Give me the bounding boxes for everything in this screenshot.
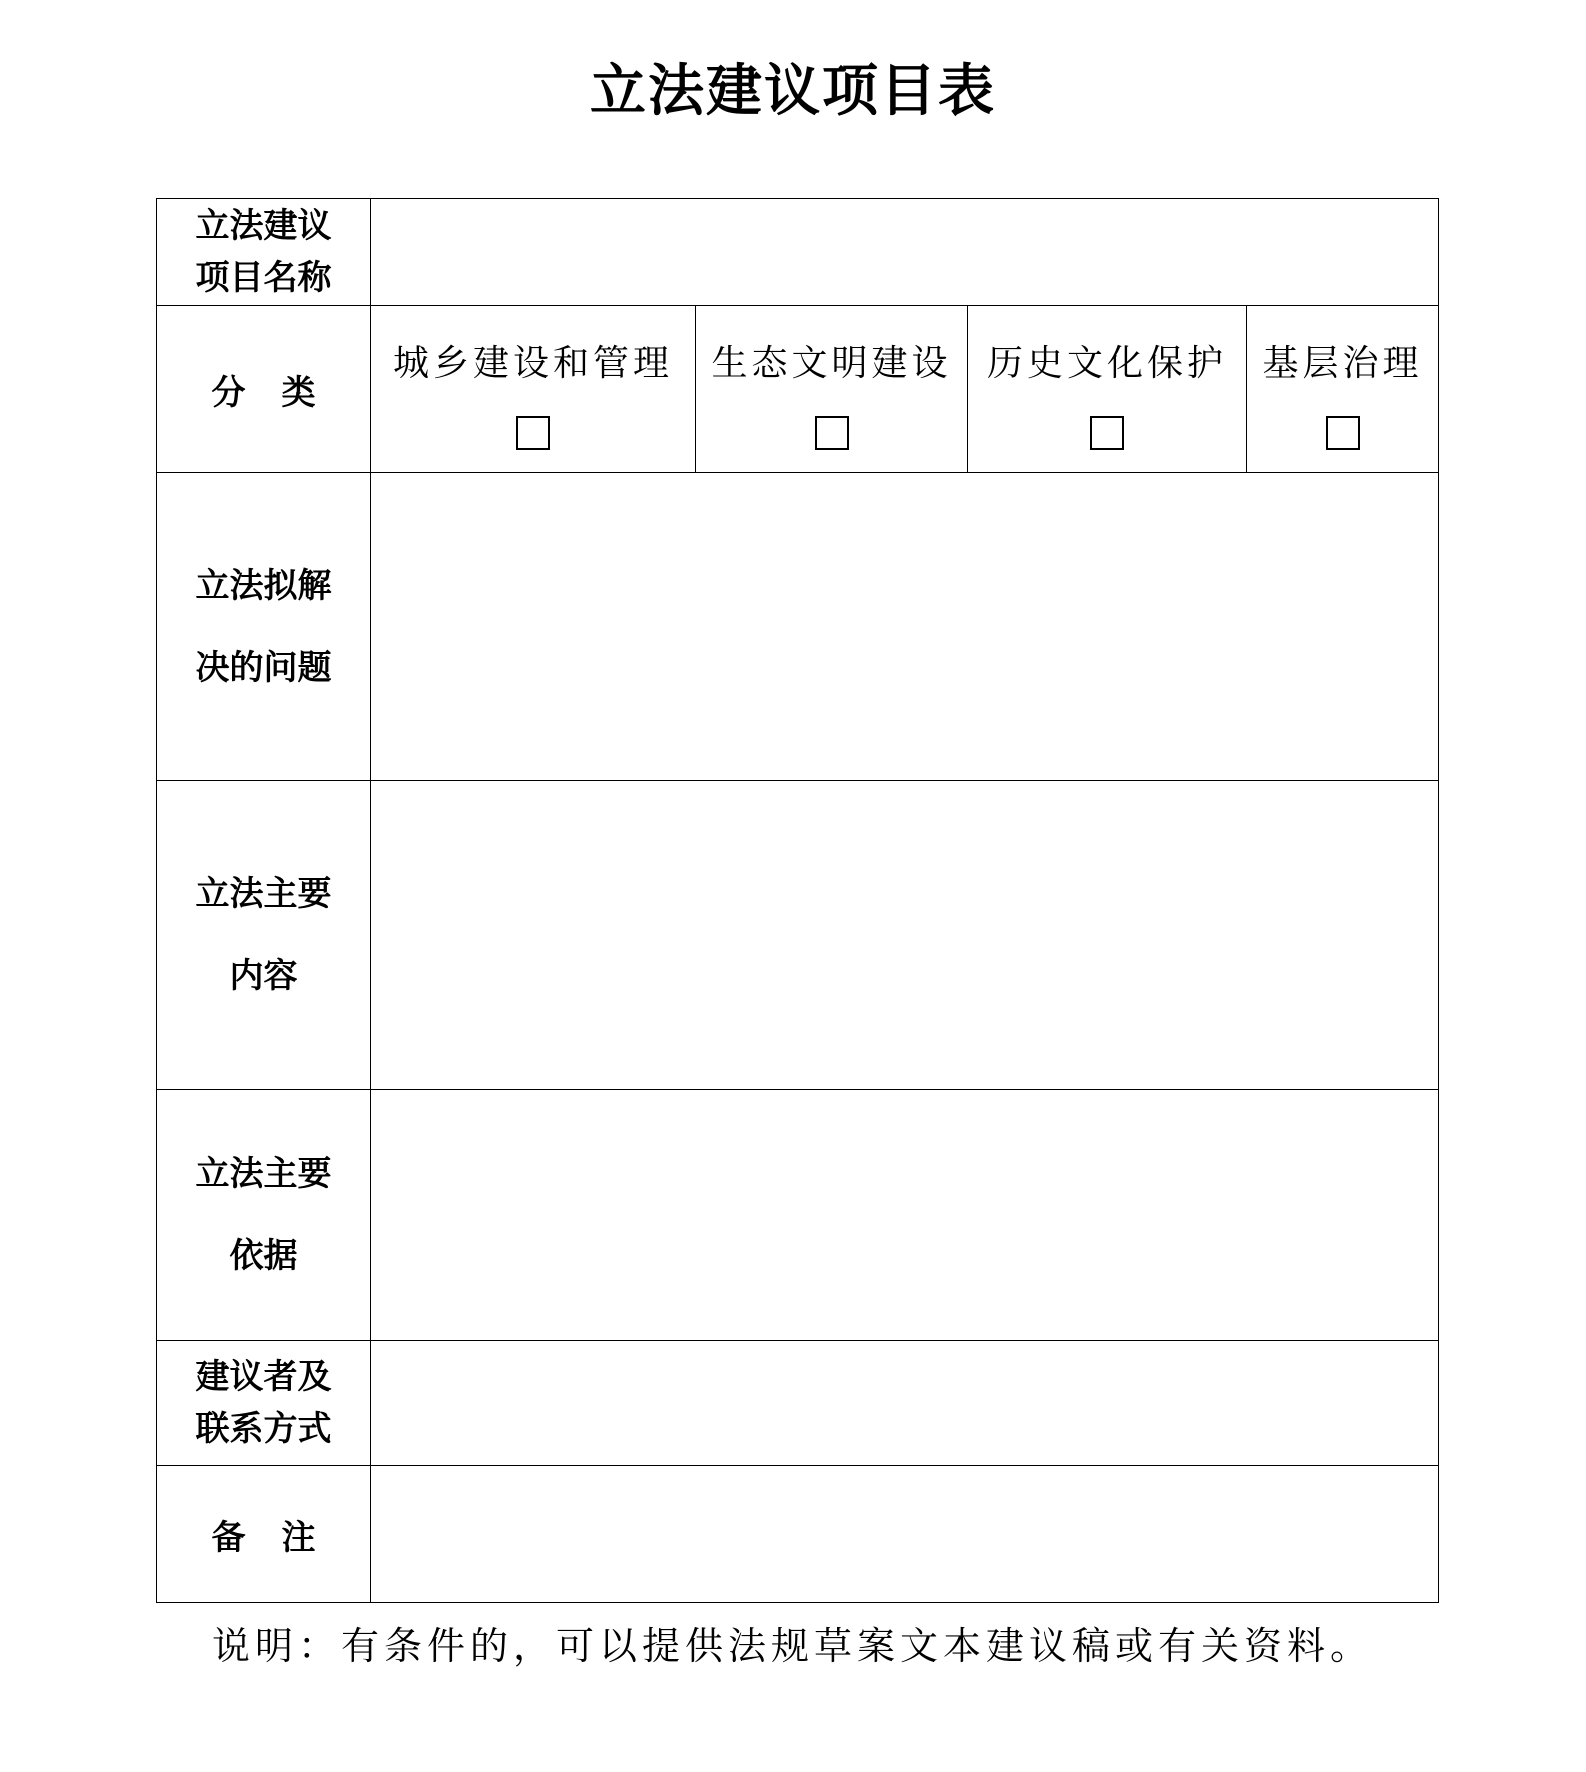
heritage-checkbox[interactable]	[1090, 416, 1124, 450]
category-label-cell	[157, 306, 371, 473]
category-label: 分类	[211, 372, 352, 413]
content-label-line-1: 立法主要	[195, 874, 332, 914]
page-title: 立法建议项目表	[590, 59, 996, 124]
category-option-urban-rural	[371, 306, 696, 473]
problem-label-line-1: 立法拟解	[195, 565, 332, 606]
proposer-label-line-2: 联系方式	[195, 1409, 332, 1449]
ecological-checkbox[interactable]	[815, 416, 849, 450]
remarks-field[interactable]	[371, 1466, 1439, 1603]
category-option-label: 城乡建设和管理	[392, 342, 673, 384]
problem-label-cell	[157, 473, 371, 781]
basis-label-line-2: 依据	[229, 1236, 298, 1276]
category-option-heritage	[968, 306, 1247, 473]
category-row	[157, 306, 1439, 473]
basis-row	[157, 1090, 1439, 1341]
category-option-label: 基层治理	[1262, 342, 1423, 384]
project-name-label-line-2: 项目名称	[195, 258, 332, 298]
project-name-label-line-1: 立法建议	[195, 206, 332, 246]
content-label-cell	[157, 781, 371, 1090]
category-option-grassroots	[1247, 306, 1439, 473]
basis-label-line-1: 立法主要	[195, 1154, 332, 1194]
basis-label-cell	[157, 1090, 371, 1341]
urban-rural-checkbox[interactable]	[516, 416, 550, 450]
project-name-label-cell	[157, 199, 371, 306]
remarks-label: 备注	[211, 1517, 352, 1558]
footnote: 说明：有条件的，可以提供法规草案文本建议稿或有关资料。	[212, 1624, 1374, 1668]
category-option-ecological	[696, 306, 968, 473]
project-name-row	[157, 199, 1439, 306]
basis-field[interactable]	[371, 1090, 1439, 1341]
remarks-row	[157, 1466, 1439, 1603]
problem-field[interactable]	[371, 473, 1439, 781]
proposer-label-cell	[157, 1341, 371, 1466]
content-label-line-2: 内容	[229, 956, 298, 996]
proposer-field[interactable]	[371, 1341, 1439, 1466]
legislative-proposal-form	[156, 198, 1439, 1603]
content-field[interactable]	[371, 781, 1439, 1090]
proposer-row	[157, 1341, 1439, 1466]
problem-row	[157, 473, 1439, 781]
category-option-label: 历史文化保护	[986, 342, 1227, 384]
remarks-label-cell	[157, 1466, 371, 1603]
problem-label-line-2: 决的问题	[195, 647, 332, 688]
category-option-label: 生态文明建设	[711, 342, 952, 384]
content-row	[157, 781, 1439, 1090]
proposer-label-line-1: 建议者及	[195, 1357, 332, 1397]
project-name-field[interactable]	[371, 199, 1439, 306]
grassroots-checkbox[interactable]	[1326, 416, 1360, 450]
